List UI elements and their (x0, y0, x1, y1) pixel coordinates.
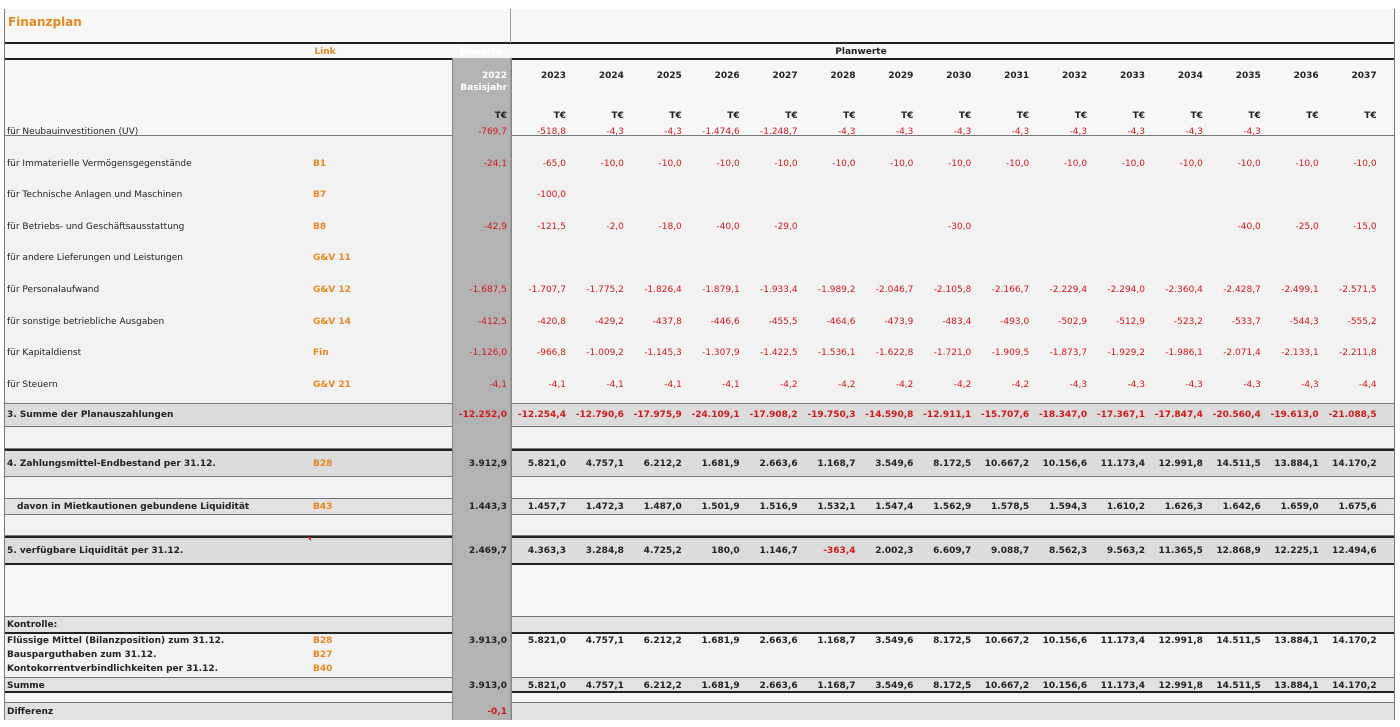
plan-value-2027: -4,2 (780, 379, 798, 390)
plan-value-2026: -4,1 (722, 379, 740, 390)
plan-value-2024: -2,0 (606, 221, 624, 232)
ist-value: 1.443,3 (468, 502, 507, 512)
row-link: B27 (313, 650, 333, 660)
plan-value-2025: -18,0 (658, 221, 682, 232)
plan-value-2024: 3.284,8 (585, 546, 624, 556)
unit-2033: T€ (1132, 111, 1145, 121)
plan-value-2034: -1.986,1 (1165, 348, 1203, 359)
ist-value: -24,1 (483, 158, 507, 169)
plan-value-2034: 1.626,3 (1164, 502, 1203, 512)
row-link: B8 (313, 221, 327, 232)
ist-value: -42,9 (483, 221, 507, 232)
plan-value-2036: -19.613,0 (1270, 410, 1319, 420)
row-label: davon in Mietkautionen gebundene Liquidität (17, 502, 250, 512)
plan-value-2029: 3.549,6 (875, 681, 914, 691)
plan-value-2026: -1.474,6 (702, 127, 740, 137)
plan-value-2034: -17.847,4 (1154, 410, 1203, 420)
year-header-2024: 2024 (598, 71, 624, 81)
plan-value-2034: -523,2 (1173, 316, 1203, 327)
plan-value-2026: -10,0 (716, 158, 740, 169)
plan-value-2035: -4,3 (1243, 127, 1261, 137)
plan-value-2036: 13.884,1 (1274, 681, 1319, 691)
row-label: für Kapitaldienst (7, 348, 82, 359)
plan-value-2023: -966,8 (536, 348, 566, 359)
plan-value-2032: -4,3 (1069, 127, 1088, 137)
plan-value-2034: 12.991,8 (1158, 459, 1203, 469)
plan-value-2034: -4,3 (1185, 127, 1203, 137)
plan-value-2028: 1.168,7 (817, 459, 856, 469)
plan-value-2035: 12.868,9 (1216, 546, 1261, 556)
plan-value-2031: 1.578,5 (991, 502, 1030, 512)
istwerte-header: Istwerte (459, 47, 503, 57)
plan-value-2026: 1.501,9 (701, 502, 740, 512)
plan-value-2033: -1.929,2 (1107, 348, 1145, 359)
plan-value-2032: -502,9 (1058, 316, 1088, 327)
plan-value-2029: 3.549,6 (875, 459, 914, 469)
link-column-header: Link (314, 47, 336, 57)
row-label: für Betriebs- und Geschäftsausstattung (7, 221, 185, 232)
plan-value-2029: -4,3 (895, 127, 914, 137)
plan-value-2032: 10.156,6 (1042, 636, 1088, 646)
plan-value-2034: -4,3 (1185, 379, 1203, 390)
plan-value-2037: 14.170,2 (1332, 681, 1377, 691)
plan-value-2029: 1.547,4 (875, 502, 914, 512)
basis-label: Basisjahr (460, 83, 507, 93)
plan-value-2024: 4.757,1 (585, 681, 624, 691)
plan-value-2030: -483,4 (942, 316, 972, 327)
plan-value-2036: -2.133,1 (1281, 348, 1319, 359)
plan-value-2024: 4.757,1 (585, 636, 624, 646)
plan-value-2023: -65,0 (542, 158, 566, 169)
plan-value-2024: -10,0 (600, 158, 624, 169)
plan-value-2032: -4,3 (1069, 379, 1088, 390)
ist-value: -1.687,5 (469, 285, 507, 295)
plan-value-2027: 2.663,6 (759, 636, 798, 646)
plan-value-2031: 10.667,2 (984, 459, 1030, 469)
plan-value-2029: -473,9 (884, 316, 914, 327)
plan-value-2027: 1.146,7 (759, 546, 798, 556)
plan-value-2037: -555,2 (1347, 316, 1377, 327)
row-label: Differenz (7, 707, 54, 717)
plan-value-2037: -2.571,5 (1338, 285, 1377, 295)
plan-value-2036: 12.225,1 (1274, 546, 1319, 556)
plan-value-2030: -4,3 (953, 127, 972, 137)
plan-value-2029: -1.622,8 (875, 348, 914, 359)
spacer-band-5 (5, 693, 1394, 702)
plan-value-2036: -2.499,1 (1281, 285, 1319, 295)
plan-value-2023: 5.821,0 (527, 636, 566, 646)
kontrolle-band (5, 617, 1394, 634)
row-link: G&V 21 (313, 379, 351, 390)
year-header-2035: 2035 (1235, 71, 1261, 81)
plan-value-2033: -17.367,1 (1096, 410, 1145, 420)
ist-value: -12.252,0 (458, 410, 507, 420)
plan-value-2028: -19.750,3 (807, 410, 856, 420)
plan-value-2037: 12.494,6 (1332, 546, 1377, 556)
plan-value-2023: -4,1 (548, 379, 566, 390)
plan-value-2025: 6.212,2 (643, 681, 682, 691)
plan-value-2035: 1.642,6 (1222, 502, 1261, 512)
plan-value-2030: -1.721,0 (933, 348, 972, 359)
year-header-2032: 2032 (1062, 71, 1088, 81)
row-link: B28 (313, 459, 333, 469)
plan-value-2032: -10,0 (1063, 158, 1088, 169)
ist-value: -769,7 (477, 127, 507, 137)
plan-value-2037: -21.088,5 (1328, 410, 1377, 420)
unit-2035: T€ (1248, 111, 1261, 121)
row-link: B1 (313, 158, 327, 169)
plan-value-2026: 1.681,9 (701, 636, 740, 646)
plan-value-2026: 180,0 (711, 546, 740, 556)
plan-value-2033: 1.610,2 (1106, 502, 1145, 512)
plan-value-2037: -15,0 (1353, 221, 1377, 232)
detail-band (5, 135, 1394, 403)
plan-value-2023: 4.363,3 (527, 546, 566, 556)
plan-value-2026: -1.307,9 (702, 348, 740, 359)
plan-value-2035: -40,0 (1237, 221, 1261, 232)
plan-value-2036: -544,3 (1289, 316, 1319, 327)
comment-marker (307, 537, 311, 541)
row-link: G&V 11 (313, 253, 351, 264)
plan-value-2025: -10,0 (658, 158, 682, 169)
plan-value-2025: 4.725,2 (643, 546, 682, 556)
plan-value-2023: 5.821,0 (527, 459, 566, 469)
plan-value-2034: 12.991,8 (1158, 681, 1203, 691)
ist-value: 3.912,9 (468, 459, 507, 469)
plan-value-2031: -493,0 (1000, 316, 1030, 327)
unit-2034: T€ (1190, 111, 1203, 121)
year-header-2031: 2031 (1004, 71, 1030, 81)
plan-value-2023: -12.254,4 (517, 410, 566, 420)
plan-value-2031: -2.166,7 (991, 285, 1030, 295)
plan-value-2026: -24.109,1 (691, 410, 740, 420)
year-header-2025: 2025 (656, 71, 682, 81)
plan-value-2034: 12.991,8 (1158, 636, 1203, 646)
plan-value-2028: -464,6 (826, 316, 856, 327)
plan-value-2037: 14.170,2 (1332, 459, 1377, 469)
plan-value-2029: -4,2 (895, 379, 914, 390)
plan-value-2026: -1.879,1 (702, 285, 740, 295)
plan-value-2035: -533,7 (1231, 316, 1261, 327)
plan-value-2027: 2.663,6 (759, 459, 798, 469)
plan-value-2033: -2.294,0 (1107, 285, 1145, 295)
row-link: Fin (313, 348, 329, 359)
plan-value-2024: 1.472,3 (585, 502, 624, 512)
plan-value-2024: -429,2 (594, 316, 624, 327)
ist-value: -1.126,0 (469, 348, 507, 359)
plan-value-2025: -437,8 (652, 316, 682, 327)
plan-value-2037: 1.675,6 (1338, 502, 1377, 512)
plan-value-2026: -446,6 (710, 316, 740, 327)
kontrolle-label: Kontrolle: (7, 620, 58, 630)
plan-value-2024: -4,1 (606, 379, 624, 390)
plan-value-2023: 5.821,0 (527, 681, 566, 691)
row-label: für sonstige betriebliche Ausgaben (7, 316, 165, 327)
row-label: für Immaterielle Vermögensgegenstände (7, 158, 192, 169)
plan-value-2027: -17.908,2 (749, 410, 798, 420)
plan-value-2037: -10,0 (1353, 158, 1377, 169)
plan-value-2036: 1.659,0 (1280, 502, 1319, 512)
basis-year: 2022 (481, 71, 507, 81)
plan-value-2027: -455,5 (768, 316, 798, 327)
plan-value-2027: -29,0 (774, 221, 798, 232)
plan-value-2030: 6.609,7 (933, 546, 972, 556)
plan-value-2030: -12.911,1 (923, 410, 972, 420)
row-label: für andere Lieferungen und Leistungen (7, 253, 183, 264)
plan-value-2030: 1.562,9 (933, 502, 972, 512)
row-label: 3. Summe der Planauszahlungen (7, 410, 174, 420)
unit-ist: T€ (494, 111, 507, 121)
plan-value-2031: -1.909,5 (991, 348, 1030, 359)
plan-value-2037: -4,4 (1359, 379, 1377, 390)
plan-value-2026: 1.681,9 (701, 681, 740, 691)
unit-2024: T€ (611, 111, 624, 121)
row-link: G&V 12 (313, 285, 351, 295)
year-header-2030: 2030 (946, 71, 972, 81)
row-link: B43 (313, 502, 333, 512)
plan-value-2027: 2.663,6 (759, 681, 798, 691)
unit-2029: T€ (900, 111, 914, 121)
title-band (5, 9, 1394, 44)
plan-value-2027: 1.516,9 (759, 502, 798, 512)
plan-value-2030: -2.105,8 (933, 285, 972, 295)
row-link: B28 (313, 636, 333, 646)
plan-value-2026: -40,0 (716, 221, 740, 232)
plan-value-2029: 3.549,6 (875, 636, 914, 646)
row-label: für Neubauinvestitionen (UV) (7, 127, 139, 137)
row-label: Kontokorrentverbindlichkeiten per 31.12. (7, 664, 219, 674)
plan-value-2025: -4,1 (664, 379, 682, 390)
plan-value-2027: -1.248,7 (759, 127, 798, 137)
plan-value-2028: 1.168,7 (817, 636, 856, 646)
plan-value-2024: 4.757,1 (585, 459, 624, 469)
unit-2032: T€ (1074, 111, 1088, 121)
plan-value-2028: -10,0 (832, 158, 856, 169)
plan-value-2033: -4,3 (1127, 127, 1145, 137)
plan-value-2023: -420,8 (536, 316, 566, 327)
plan-value-2033: 11.173,4 (1100, 636, 1145, 646)
plan-value-2024: -1.775,2 (586, 285, 624, 295)
year-header-2023: 2023 (540, 71, 566, 81)
plan-value-2028: -1.989,2 (817, 285, 856, 295)
plan-value-2035: -2.428,7 (1223, 285, 1261, 295)
plan-value-2028: -4,3 (837, 127, 856, 137)
plan-value-2034: -10,0 (1179, 158, 1203, 169)
plan-value-2031: -4,3 (1011, 127, 1030, 137)
plan-value-2025: -1.826,4 (644, 285, 682, 295)
unit-2027: T€ (785, 111, 798, 121)
plan-value-2025: 6.212,2 (643, 636, 682, 646)
plan-value-2034: -2.360,4 (1165, 285, 1203, 295)
plan-value-2023: -100,0 (536, 190, 566, 201)
plan-value-2030: 8.172,5 (933, 636, 972, 646)
plan-value-2032: 10.156,6 (1042, 681, 1088, 691)
plan-value-2036: -10,0 (1295, 158, 1319, 169)
plan-value-2033: -4,3 (1127, 379, 1145, 390)
row-label: Flüssige Mittel (Bilanzposition) zum 31.12. (7, 636, 225, 646)
ist-value: 2.469,7 (468, 546, 507, 556)
ist-value: -0,1 (487, 707, 507, 717)
plan-value-2031: 9.088,7 (991, 546, 1030, 556)
plan-value-2028: -363,4 (823, 546, 856, 556)
plan-value-2023: 1.457,7 (527, 502, 566, 512)
row-label: Bausparguthaben zum 31.12. (7, 650, 157, 660)
plan-value-2032: -18.347,0 (1038, 410, 1088, 420)
plan-value-2024: -1.009,2 (586, 348, 624, 359)
plan-value-2032: 10.156,6 (1042, 459, 1088, 469)
spacer-band-1 (5, 427, 1394, 449)
plan-value-2025: -4,3 (664, 127, 682, 137)
plan-value-2035: -2.071,4 (1223, 348, 1261, 359)
plan-value-2025: 1.487,0 (643, 502, 682, 512)
plan-value-2037: 14.170,2 (1332, 636, 1377, 646)
plan-value-2035: 14.511,5 (1216, 459, 1261, 469)
spacer-band-4 (5, 565, 1394, 617)
plan-value-2030: -10,0 (948, 158, 972, 169)
plan-value-2032: 1.594,3 (1048, 502, 1088, 512)
plan-value-2037: -2.211,8 (1338, 348, 1377, 359)
plan-value-2035: -10,0 (1237, 158, 1261, 169)
year-header-2034: 2034 (1177, 71, 1203, 81)
plan-value-2033: -512,9 (1115, 316, 1145, 327)
year-header-2028: 2028 (830, 71, 856, 81)
plan-value-2030: 8.172,5 (933, 459, 972, 469)
plan-value-2036: -25,0 (1295, 221, 1319, 232)
plan-value-2036: -4,3 (1301, 379, 1319, 390)
plan-value-2027: -1.933,4 (759, 285, 798, 295)
unit-2028: T€ (843, 111, 856, 121)
plan-value-2025: -1.145,3 (644, 348, 682, 359)
plan-value-2028: -4,2 (837, 379, 856, 390)
plan-value-2035: -20.560,4 (1212, 410, 1261, 420)
row-label: 5. verfügbare Liquidität per 31.12. (7, 546, 184, 556)
plan-value-2032: 8.562,3 (1048, 546, 1088, 556)
year-header-2036: 2036 (1293, 71, 1319, 81)
unit-2030: T€ (958, 111, 972, 121)
row-label: für Personalaufwand (7, 285, 100, 295)
unit-2031: T€ (1016, 111, 1030, 121)
plan-value-2033: -10,0 (1121, 158, 1145, 169)
ist-value: -412,5 (477, 316, 507, 327)
row-link: G&V 14 (313, 316, 351, 327)
plan-value-2035: -4,3 (1243, 379, 1261, 390)
row-label: für Technische Anlagen und Maschinen (7, 190, 183, 201)
plan-value-2025: 6.212,2 (643, 459, 682, 469)
plan-value-2029: -14.590,8 (865, 410, 914, 420)
plan-value-2033: 11.173,4 (1100, 459, 1145, 469)
plan-value-2031: -15.707,6 (981, 410, 1030, 420)
plan-value-2025: -17.975,9 (633, 410, 682, 420)
row-link: B7 (313, 190, 327, 201)
plan-value-2031: -10,0 (1005, 158, 1030, 169)
plan-value-2023: -518,8 (536, 127, 566, 137)
plan-value-2028: 1.532,1 (817, 502, 856, 512)
unit-2036: T€ (1306, 111, 1319, 121)
row-label: für Steuern (7, 379, 58, 390)
plan-value-2027: -10,0 (774, 158, 798, 169)
plan-value-2035: 14.511,5 (1216, 681, 1261, 691)
plan-value-2030: 8.172,5 (933, 681, 972, 691)
title-divider (510, 9, 511, 43)
plan-value-2033: 11.173,4 (1100, 681, 1145, 691)
planwerte-header: Planwerte (835, 47, 887, 57)
unit-2037: T€ (1364, 111, 1377, 121)
plan-value-2034: 11.365,5 (1158, 546, 1203, 556)
plan-value-2031: -4,2 (1011, 379, 1030, 390)
plan-value-2032: -2.229,4 (1049, 285, 1088, 295)
ist-value: 3.913,0 (468, 636, 507, 646)
plan-value-2033: 9.563,2 (1106, 546, 1145, 556)
plan-value-2029: 2.002,3 (875, 546, 914, 556)
plan-value-2028: -1.536,1 (817, 348, 856, 359)
plan-value-2035: 14.511,5 (1216, 636, 1261, 646)
plan-value-2036: 13.884,1 (1274, 636, 1319, 646)
plan-value-2031: 10.667,2 (984, 636, 1030, 646)
plan-value-2024: -4,3 (606, 127, 624, 137)
plan-value-2028: 1.168,7 (817, 681, 856, 691)
plan-value-2031: 10.667,2 (984, 681, 1030, 691)
ist-value: 3.913,0 (468, 681, 507, 691)
plan-value-2029: -2.046,7 (875, 285, 914, 295)
plan-value-2029: -10,0 (890, 158, 914, 169)
plan-value-2026: 1.681,9 (701, 459, 740, 469)
row-label: Summe (7, 681, 45, 691)
plan-value-2023: -1.707,7 (528, 285, 566, 295)
spacer-band-3 (5, 515, 1394, 536)
plan-value-2030: -30,0 (948, 221, 972, 232)
plan-value-2030: -4,2 (953, 379, 972, 390)
unit-2025: T€ (669, 111, 682, 121)
year-header-2029: 2029 (888, 71, 914, 81)
year-header-2033: 2033 (1119, 71, 1145, 81)
row-label: 4. Zahlungsmittel-Endbestand per 31.12. (7, 459, 216, 469)
unit-2023: T€ (553, 111, 566, 121)
unit-2026: T€ (727, 111, 740, 121)
spacer-band-2 (5, 477, 1394, 499)
page-title: Finanzplan (8, 15, 82, 29)
plan-value-2024: -12.790,6 (575, 410, 624, 420)
spreadsheet-sheet (4, 9, 1395, 720)
plan-value-2027: -1.422,5 (759, 348, 798, 359)
year-header-2037: 2037 (1351, 71, 1377, 81)
year-header-2026: 2026 (714, 71, 740, 81)
ist-value: -4,1 (489, 379, 507, 390)
row-link: B40 (313, 664, 333, 674)
differenz-band (5, 702, 1394, 720)
plan-value-2032: -1.873,7 (1049, 348, 1088, 359)
plan-value-2036: 13.884,1 (1274, 459, 1319, 469)
year-header-2027: 2027 (772, 71, 798, 81)
plan-value-2023: -121,5 (536, 221, 566, 232)
